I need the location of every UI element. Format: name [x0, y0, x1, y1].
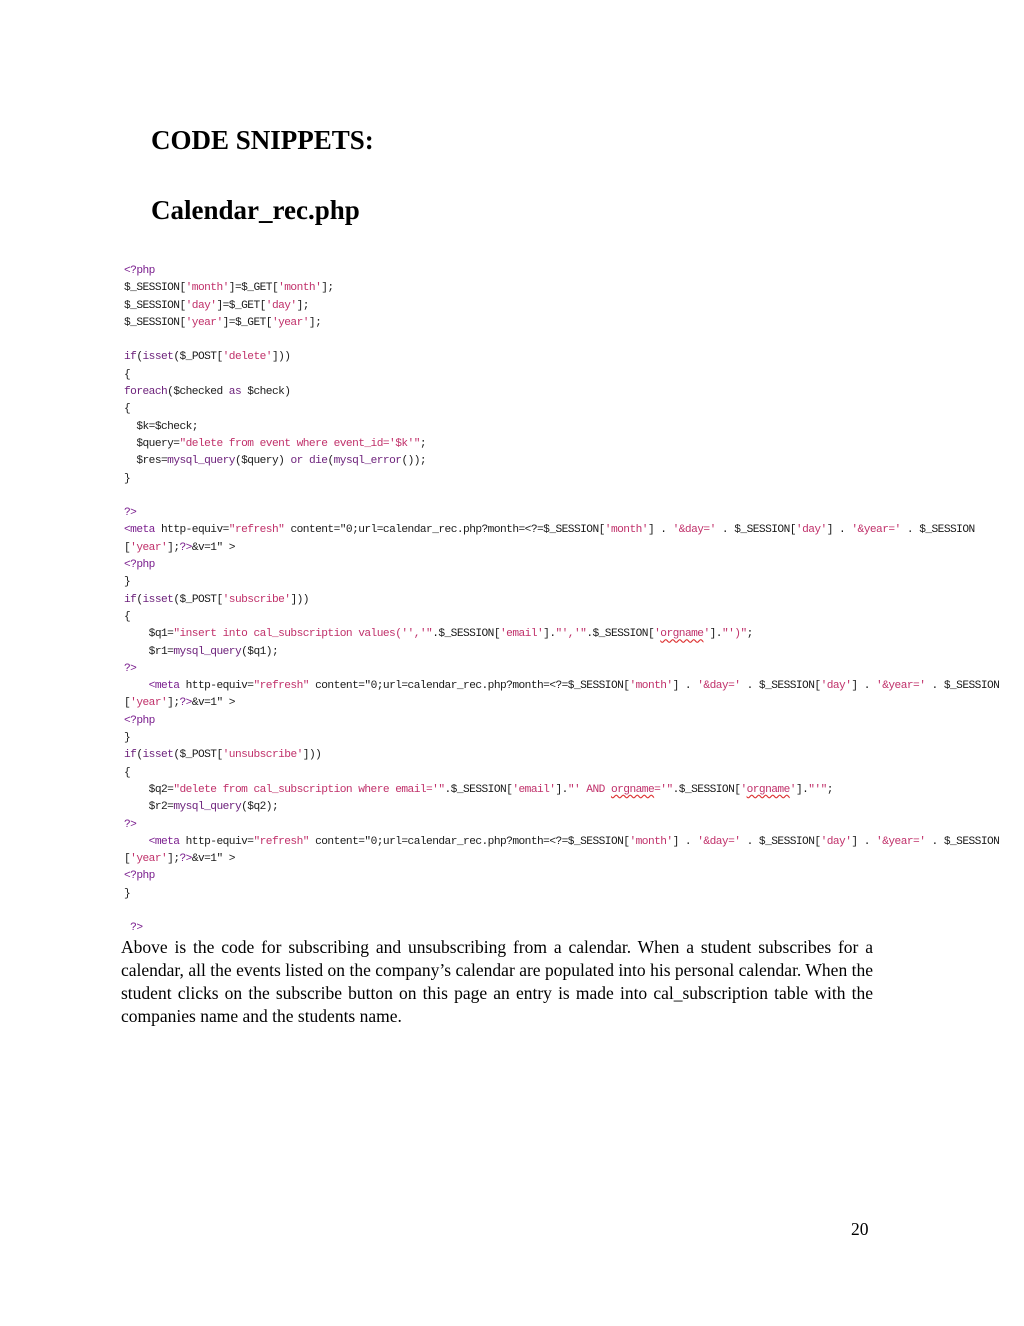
- code-line: {: [124, 403, 131, 416]
- code-line: <?php: [124, 559, 155, 572]
- code-line: $k=$check;: [124, 420, 198, 433]
- code-line: $r1=mysql_query($q1);: [124, 645, 279, 658]
- code-line: <meta http-equiv="refresh" content="0;url=calendar_rec.php?month=<?=$_SESSION['month'] . '&day=' . $_SESSION['day'] . '&year=' . $_SESSION: [148, 680, 1000, 693]
- code-line: }: [124, 732, 131, 745]
- code-line: }: [124, 576, 131, 589]
- code-line: {: [124, 610, 131, 623]
- code-line: $q1="insert into cal_subscription values('','".$_SESSION['email']."','".$_SESSION['orgname']."')";: [124, 628, 753, 641]
- code-line: ['year'];?>&v=1" >: [124, 697, 235, 710]
- page-number: 20: [851, 1219, 869, 1239]
- code-line: <meta http-equiv="refresh" content="0;url=calendar_rec.php?month=<?=$_SESSION['month'] . '&day=' . $_SESSION['day'] . '&year=' . $_SESSION: [148, 835, 1000, 848]
- code-line: $query="delete from event where event_id='$k'";: [124, 437, 427, 450]
- code-line: if(isset($_POST['unsubscribe'])): [124, 749, 322, 762]
- description-paragraph: Above is the code for subscribing and unsubscribing from a calendar. When a student subscribes for a calendar, all the events listed on the company’s calendar are populated into his personal calendar. When the student clicks on the subscribe button on this page an entry is made into cal_subscription table with the companies name and the students name.: [121, 937, 873, 1026]
- code-line: <?php: [124, 870, 155, 883]
- code-line: foreach($checked as $check): [124, 386, 291, 399]
- code-line: $_SESSION['year']=$_GET['year'];: [124, 316, 322, 329]
- code-line: <meta http-equiv="refresh" content="0;url=calendar_rec.php?month=<?=$_SESSION['month'] . '&day=' . $_SESSION['day'] . '&year=' . $_SESSION: [124, 524, 975, 537]
- code-snippet: [124, 263, 1000, 938]
- section-heading: CODE SNIPPETS:: [151, 125, 374, 155]
- code-line: ?>: [124, 507, 137, 520]
- code-line: $res=mysql_query($query) or die(mysql_error());: [124, 455, 427, 468]
- code-line: $r2=mysql_query($q2);: [124, 801, 279, 814]
- code-line: }: [124, 887, 131, 900]
- code-line: {: [124, 368, 131, 381]
- code-line: ['year'];?>&v=1" >: [124, 853, 235, 866]
- code-line: }: [124, 472, 131, 485]
- code-line: ?>: [124, 818, 137, 831]
- code-line: ?>: [124, 662, 137, 675]
- code-line: if(isset($_POST['delete'])): [124, 351, 291, 364]
- code-line: <?php: [124, 265, 155, 277]
- code-line: [124, 332, 884, 349]
- code-line: {: [124, 766, 131, 779]
- code-line: <?php: [124, 714, 155, 727]
- code-line: [124, 488, 884, 505]
- code-line: $q2="delete from cal_subscription where email='".$_SESSION['email']."' AND orgname='".$_SESSION['orgname']."'";: [124, 783, 833, 796]
- code-line: $_SESSION['month']=$_GET['month'];: [124, 282, 334, 295]
- file-title: Calendar_rec.php: [151, 195, 360, 225]
- code-line: ['year'];?>&v=1" >: [124, 541, 235, 554]
- code-line: if(isset($_POST['subscribe'])): [124, 593, 309, 606]
- code-line: ?>: [130, 922, 143, 935]
- code-line: $_SESSION['day']=$_GET['day'];: [124, 299, 309, 312]
- code-line: [124, 903, 884, 920]
